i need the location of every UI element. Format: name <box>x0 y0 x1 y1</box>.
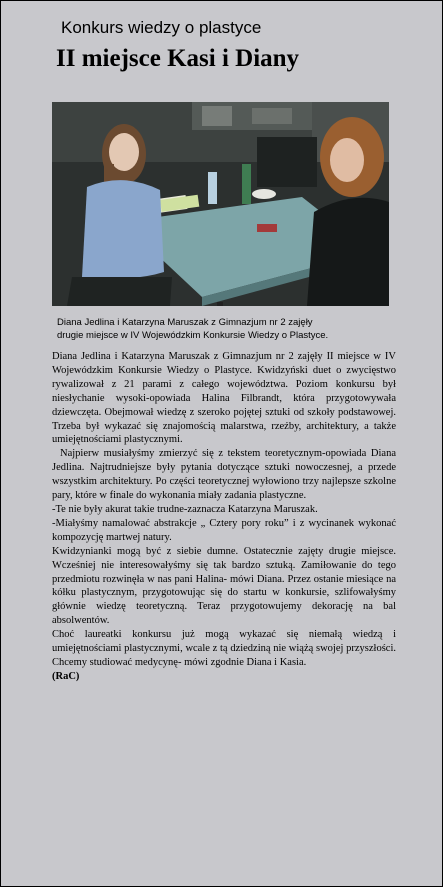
photo-caption <box>57 316 397 342</box>
article-photo <box>52 102 389 306</box>
article-signature: (RaC) <box>52 670 80 682</box>
article-headline: II miejsce Kasi i Diany <box>56 45 300 72</box>
photo-illustration <box>52 102 389 306</box>
caption-line: drugie miejsce w IV Wojewódzkim Konkursie Wiedzy o Plastyce. <box>57 330 329 341</box>
article-paragraph: Najpierw musiałyśmy zmierzyć się z tekstem teoretycznym-opowiada Diana Jedlina. Najtrudniejsze były pytania dotyczące sztuki nowoczesnej, a przede wszystkim architektury. Po części teoretycznej wyłowiono trzy najlepsze szkolne pary, które w finale do wykonania miały zadania plastyczne. <box>52 448 396 502</box>
article-paragraph: Kwidzynianki mogą być z siebie dumne. Ostatecznie zajęty drugie miejsce. Wcześniej nie interesowałyśmy się tak bardzo sztuką. Zamiłowanie do tego przedmiotu rozwinęła w nas pani Halina- mówi Diana. Przez ostanie miesiące na kółku plastycznym, przygotowując się do startu w konkursie, szlifowałyśmy głównie wiedzę teoretyczną. Teraz przygotowujemy dekorację na bal absolwentów. <box>52 545 396 627</box>
caption-line: Diana Jedlina i Katarzyna Maruszak z Gimnazjum nr 2 zajęły <box>57 317 313 328</box>
article-body <box>52 350 396 684</box>
article-paragraph: -Te nie były akurat takie trudne-zaznacza Katarzyna Maruszak. <box>52 503 318 515</box>
article-kicker: Konkurs wiedzy o plastyce <box>61 18 262 37</box>
article-paragraph: Diana Jedlina i Katarzyna Maruszak z Gimnazjum nr 2 zajęły II miejsce w IV Wojewódzkim Konkursie Wiedzy o Plastyce. Kwidzyński duet o zwycięstwo rywalizował z 21 parami z całego województwa. Poziom konkursu był niesłychanie wysoki-opowiada Halina Filbrandt, która przygotowywała dziewczęta. Obejmował wiedzę z szeroko pojętej sztuki od szkoły podstawowej. Trzeba był wykazać się znajomością malarstwa, rzeźby, architektury, a także umiejętnościami plastycznymi. <box>52 351 396 446</box>
article-paragraph: Choć laureatki konkursu już mogą wykazać się niemałą wiedzą i umiejętnościami plastycznymi, wcale z tą dziedziną nie wiążą swojej przyszłości. Chcemy studiować medycynę- mówi zgodnie Diana i Kasia. <box>52 629 396 668</box>
article-paragraph: -Miałyśmy namalować abstrakcje „ Cztery pory roku” i z wycinanek wykonać kompozycję martwej natury. <box>52 517 396 543</box>
